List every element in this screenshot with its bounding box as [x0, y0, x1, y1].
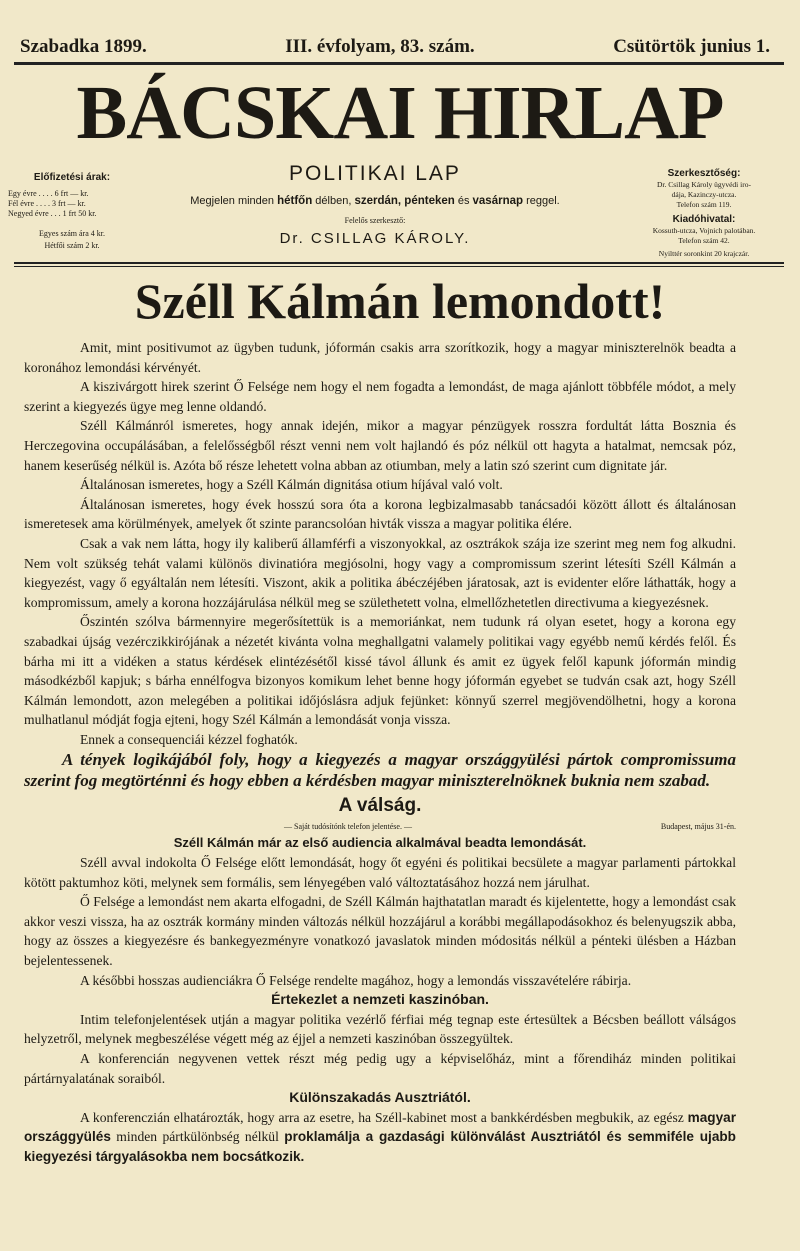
dateline-bar — [20, 36, 770, 58]
subscription-prices — [8, 173, 136, 251]
office-line: Telefon szám 119. — [676, 200, 732, 209]
issue-number: III. évfolyam, 83. szám. — [285, 36, 475, 57]
masthead-center — [142, 162, 608, 248]
publisher-title: Kiadóhivatal: — [672, 214, 736, 225]
section-title: Különszakadás Ausztriától. — [289, 1089, 471, 1106]
monday-price: Hétfői szám 2 kr. — [44, 241, 100, 250]
bold-run: magyar országgyülés — [24, 1109, 736, 1145]
emphasis-paragraph: A tények logikájából foly, hogy a kiegyezés a magyar országgyülési pártok compromissuma szerint fog megtörténni és hogy ebben a kérdésben magyar miniszterelnöknek buknia nem szabad. — [24, 750, 736, 791]
paragraph: Csak a vak nem látta, hogy ily kaliberű államférfi a viszonyokkal, az osztrákok szája ize szerint meg nem fog alkudni. Nem volt szükség tehát valami különös divinatióra megjósolni, hogy vagy a compromissum szerint létesíti Széll Kálmán a kiegyezést, vagy ő egyáltalán nem létesíti. Viszont, akik a politika ábéczéjében járatosak, azt is evidenter előre láthatták, hogy a kompromissum, amely a korona hozzájárulása nélkül meg se születhetett volna, elmellőzhetetlen directivuma a kiegyezésnek. — [24, 535, 736, 610]
schedule-day: szerdán, pénteken — [354, 195, 455, 207]
place-year: Szabadka 1899. — [20, 36, 147, 57]
top-rule — [14, 62, 784, 65]
single-price: Egyes szám ára 4 kr. — [39, 229, 105, 238]
paragraph: Széll avval indokolta Ő Felsége előtt lemondását, hogy őt egyéni és politikai becsülete a magyar parlamenti pártokkal kötött paktumhoz köti, melynek sem formális, sem lényegében való változtatásához hozzá nem járulhat. — [24, 855, 736, 890]
office-title: Szerkesztőség: — [667, 168, 741, 179]
schedule-text: reggel. — [523, 195, 560, 207]
section-title: Értekezlet a nemzeti kaszinóban. — [271, 991, 489, 1008]
section-subtitle: Széll Kálmán már az első audiencia alkalmával beadta lemondását. — [173, 835, 587, 851]
issue-date: Csütörtök junius 1. — [613, 36, 770, 57]
paragraph: Széll Kálmánról ismeretes, hogy annak idején, mikor a magyar pénzügyek rosszra fordultát látta Bosznia és Herczegovina occupálásában, a felelősségből részt venni nem volt hajlandó és póz nélkül ott hagyta a hatalmat, nemcsak póz, hanem keserűség nélkül is. Azóta bő része lehetett volna abban az otiumban, mely a latin szó szerint cum dignitate jár. — [24, 418, 736, 473]
schedule-text: Megjelen minden — [190, 195, 278, 207]
paragraph: A kiszivárgott hirek szerint Ő Felsége nem hogy el nem fogadta a lemondást, de maga ajánlott többféle módot, a mely szerint a kiegyezés ügye meg lenne oldandó. — [24, 379, 736, 414]
schedule-day: vasárnap — [472, 195, 524, 207]
paragraph — [24, 1108, 736, 1167]
report-source: — Saját tudósítónk telefon jelentése. — — [284, 822, 412, 832]
editorial-office — [614, 168, 794, 259]
subtitle: POLITIKAI LAP — [289, 162, 461, 185]
editor-name: Dr. CSILLAG KÁROLY. — [279, 230, 471, 247]
paragraph: A későbbi hosszas audienciákra Ő Felsége rendelte magához, hogy a lemondás visszavételére rábirja. — [80, 972, 632, 988]
paragraph: Általánosan ismeretes, hogy a Széll Kálmán dignitása otium híjával való volt. — [80, 477, 503, 493]
paragraph: Őszintén szólva bármennyire megerősítettük is a memoriánkat, nem tudunk rá olyan esetet, hogy a korona egy szabadkai újság vezérczikkirójának a nézetét kivánta volna meghallgatni valamely politikai vagy egyébb nemű kérdés felől. És bárha mi itt a vidéken a status kérdések elintézésétől kissé távol állunk és amit ez ügyek felől kapunk jóformán mindig másodkézből kapjuk; s bárha ennélfogva bizonyos komikum lehet benne hogy jóformán egyebet se tudván csak azt, hogy Széll Kálmán lemondott, azon melegében a politikai időjóslásra adjuk fejünket: könnyű szerrel megjövendölhetni, hogy a korona mulhatlanul módját fogja ejteni, hogy Szél Kálmán a lemondását vonja vissza. — [24, 614, 736, 728]
price-row: Fél évre . . . . 3 frt — kr. — [8, 199, 86, 208]
article-body — [24, 338, 736, 1167]
paragraph: Általánosan ismeretes, hogy évek hosszú sora óta a korona legbizalmasabb tanácsadói között állott és általánosan ismeretesek ama körülmények, amelyek őt szinte parancsolóan hivták vissza a magyar politika élére. — [24, 496, 736, 532]
paragraph: Ennek a consequenciái kézzel foghatók. — [80, 731, 298, 747]
headline: Széll Kálmán lemondott! — [134, 273, 666, 329]
office-line: Nyilttér soronkint 20 krajczár. — [658, 249, 750, 258]
report-dateline: Budapest, május 31-én. — [660, 822, 736, 832]
masthead-rule — [14, 262, 784, 267]
text-run: minden pártkülönbség nélkül — [110, 1129, 285, 1145]
office-line: Dr. Csillag Károly ügyvédi iro- — [657, 180, 751, 189]
bold-run: proklamálja a gazdasági különválást Ausztriától és semmiféle ujabb kiegyezési tárgyalásokba nem bocsátkozik. — [24, 1129, 736, 1164]
schedule-day: hétfőn — [277, 195, 313, 207]
subscription-title: Előfizetési árak: — [33, 172, 111, 183]
schedule-text: és — [454, 195, 473, 207]
masthead-title: BÁCSKAI HIRLAP — [76, 71, 724, 155]
office-line: Kossuth-utcza, Vojnich palotában. — [652, 226, 756, 235]
paragraph: Ő Felsége a lemondást nem akarta elfogadni, de Széll Kálmán hajthatatlan maradt és kijelentette, hogy a lemondást csak akkor veszi vissza, ha az osztrák kormány minden változás nélkül hozzájárul a korábbi megállapodásokhoz és belenyugszik abba, hogy az összes a kiegyezésre és bankegyezményre vonatkozó javaslatok minden módositás nélkül a pénteki ülésben a Házban bejelentessenek. — [24, 894, 736, 969]
paragraph: A konferencián negyvenen vettek részt még pedig ugy a képviselőház, mint a főrendiház minden politikai pártárnyalatának soraiból. — [24, 1051, 736, 1086]
office-line: dája, Kazinczy-utcza. — [671, 190, 737, 199]
publication-schedule — [142, 194, 608, 208]
paragraph: Intim telefonjelentések utján a magyar politika vezérlő férfiai még tegnap este értesültek a Bécsben beállott válságos helyzetről, melynek megbeszélése végett még az éjjel a nemzeti kaszinóban összegyültek. — [24, 1011, 736, 1047]
price-row: Egy évre . . . . 6 frt — kr. — [8, 189, 89, 198]
price-row: Negyed évre . . . 1 frt 50 kr. — [8, 209, 97, 218]
section-title: A válság. — [338, 795, 422, 817]
schedule-text: délben, — [312, 195, 355, 207]
text-run: A konferenczián elhatározták, hogy arra az esetre, ha Széll-kabinet most a bankkérdésben megbukik, az egész — [80, 1109, 688, 1125]
report-note — [24, 821, 736, 833]
paragraph: Amit, mint positivumot az ügyben tudunk, jóformán csakis arra szorítkozik, hogy a magyar miniszterelnök beadta a koronához lemondási kérvényét. — [24, 340, 736, 375]
editor-label: Felelős szerkesztő: — [344, 216, 406, 225]
office-line: Telefon szám 42. — [678, 236, 730, 245]
